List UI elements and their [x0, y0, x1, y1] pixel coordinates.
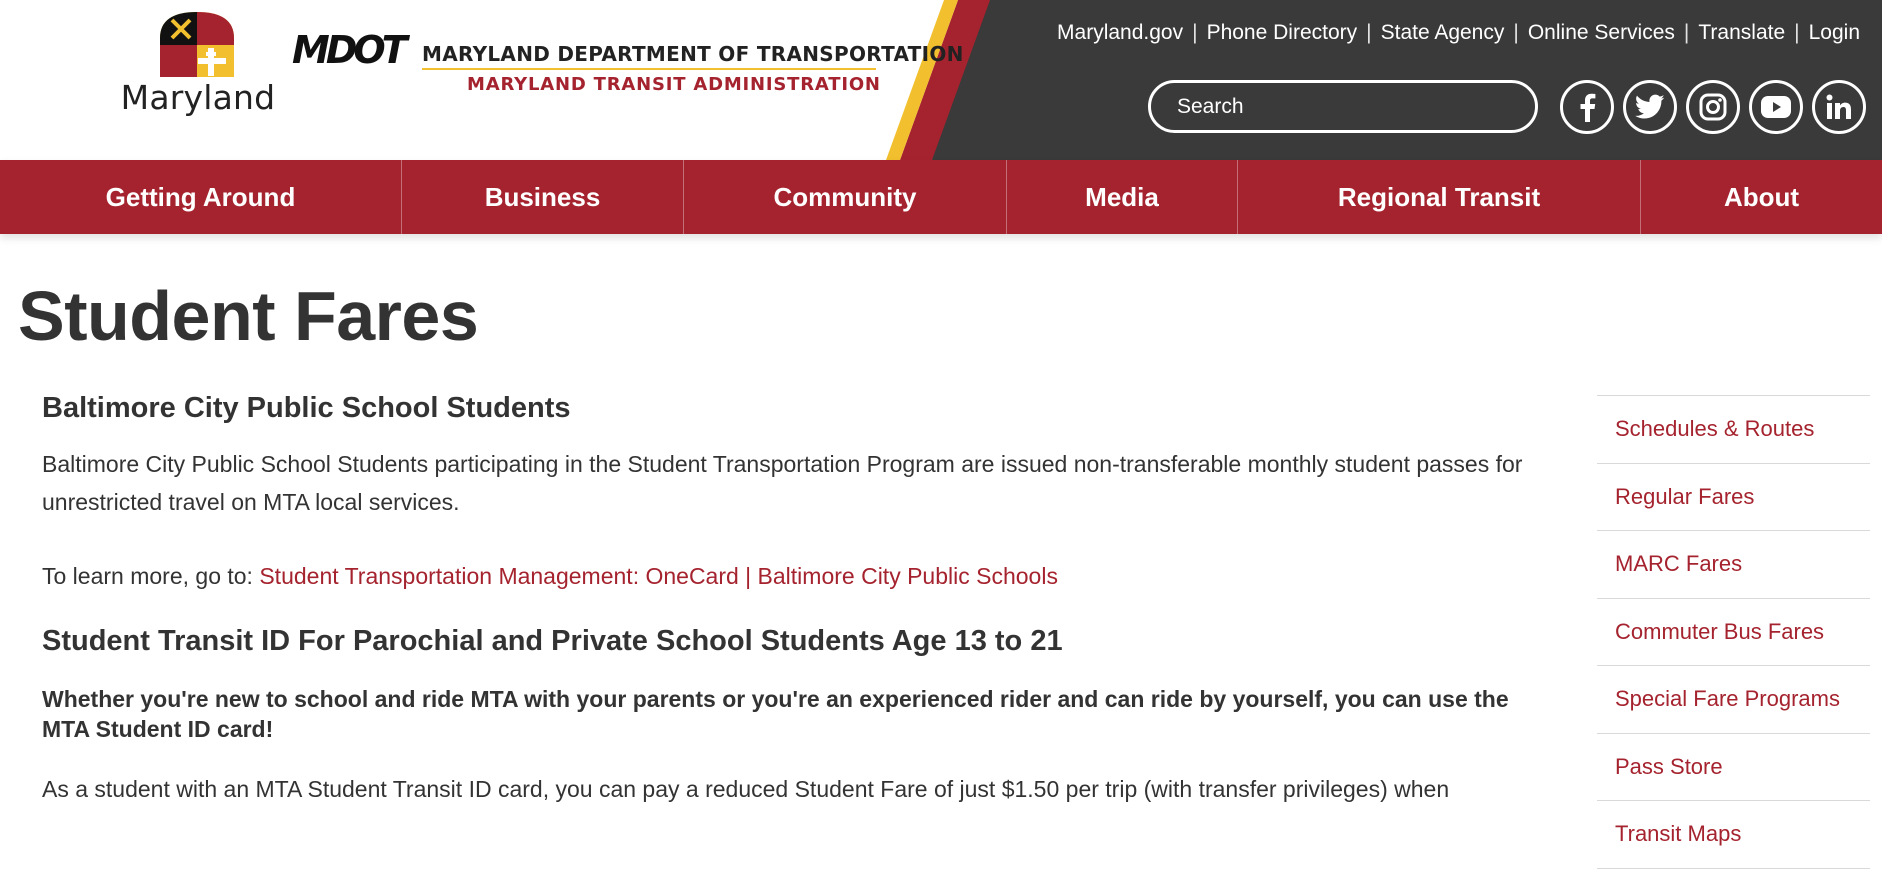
section-text-student-fare: As a student with an MTA Student Transit ID card, you can pay a reduced Student Fare of just $1.50 per trip (with transfer privileges) when: [42, 776, 1450, 802]
learn-more-prefix: To learn more, go to:: [42, 563, 260, 589]
linkedin-icon[interactable]: [1812, 80, 1866, 134]
main-nav: [0, 160, 1882, 234]
social-links: [1560, 80, 1875, 134]
utility-link-maryland-gov[interactable]: Maryland.gov: [1057, 21, 1184, 44]
site-header: [0, 0, 1882, 160]
section-heading-baltimore-city: Baltimore City Public School Students: [42, 392, 571, 424]
nav-item-regional-transit[interactable]: Regional Transit: [1238, 160, 1641, 234]
utility-nav: [1057, 21, 1860, 45]
logo-divider: [422, 68, 876, 70]
sidebar-item-regular-fares[interactable]: Regular Fares: [1597, 464, 1870, 532]
sidebar-item-marc-fares[interactable]: MARC Fares: [1597, 531, 1870, 599]
utility-link-state-agency[interactable]: State Agency: [1380, 21, 1505, 44]
sidebar-item-schedules-routes[interactable]: Schedules & Routes: [1597, 396, 1870, 464]
utility-link-phone-directory[interactable]: Phone Directory: [1206, 21, 1358, 44]
utility-separator: |: [1683, 21, 1690, 44]
utility-separator: |: [1366, 21, 1372, 44]
section-intro-bold: Whether you're new to school and ride MTA with your parents or you're an experienced rider and can ride by yourself, you can use the MTA Student ID card!: [42, 686, 1509, 742]
search-box: [1148, 80, 1538, 133]
nav-item-community[interactable]: Community: [684, 160, 1007, 234]
mdot-mta-logo[interactable]: [292, 28, 964, 98]
sidebar-item-transit-maps[interactable]: Transit Maps: [1597, 801, 1870, 869]
youtube-icon[interactable]: [1749, 80, 1803, 134]
utility-link-online-services[interactable]: Online Services: [1527, 21, 1675, 44]
mdot-title: MARYLAND DEPARTMENT OF TRANSPORTATION: [422, 42, 964, 66]
mdot-mark: MDOT: [292, 28, 404, 72]
learn-more-paragraph: [42, 557, 1542, 595]
page-title: Student Fares: [18, 277, 479, 355]
main-content: [42, 392, 1542, 808]
utility-link-translate[interactable]: Translate: [1698, 21, 1786, 44]
maryland-logo[interactable]: [118, 10, 278, 115]
onecard-link[interactable]: Student Transportation Management: OneCard | Baltimore City Public Schools: [259, 563, 1058, 589]
sidebar-item-commuter-bus-fares[interactable]: Commuter Bus Fares: [1597, 599, 1870, 667]
search-input[interactable]: [1177, 95, 1507, 119]
mta-title: MARYLAND TRANSIT ADMINISTRATION: [467, 74, 881, 95]
sidebar-item-special-fare-programs[interactable]: Special Fare Programs: [1597, 666, 1870, 734]
facebook-icon[interactable]: [1560, 80, 1614, 134]
nav-item-getting-around[interactable]: Getting Around: [0, 160, 402, 234]
utility-separator: |: [1513, 21, 1519, 44]
twitter-icon[interactable]: [1623, 80, 1677, 134]
section-heading-student-transit-id: Student Transit ID For Parochial and Private School Students Age 13 to 21: [42, 625, 1063, 657]
instagram-icon[interactable]: [1686, 80, 1740, 134]
utility-separator: |: [1794, 21, 1800, 44]
sidebar-item-pass-store[interactable]: Pass Store: [1597, 734, 1870, 802]
nav-item-business[interactable]: Business: [402, 160, 684, 234]
nav-item-about[interactable]: About: [1723, 181, 1800, 212]
utility-link-login[interactable]: Login: [1808, 21, 1860, 44]
sidebar-nav: [1597, 395, 1870, 869]
section-text-baltimore-city: Baltimore City Public School Students participating in the Student Transportation Program are issued non-transferable monthly student passes for unrestricted travel on MTA local services.: [42, 451, 1523, 515]
maryland-logo-text: Maryland: [120, 78, 276, 117]
maryland-flag-icon: [150, 10, 244, 77]
utility-separator: |: [1192, 21, 1198, 44]
nav-item-media[interactable]: Media: [1007, 160, 1238, 234]
